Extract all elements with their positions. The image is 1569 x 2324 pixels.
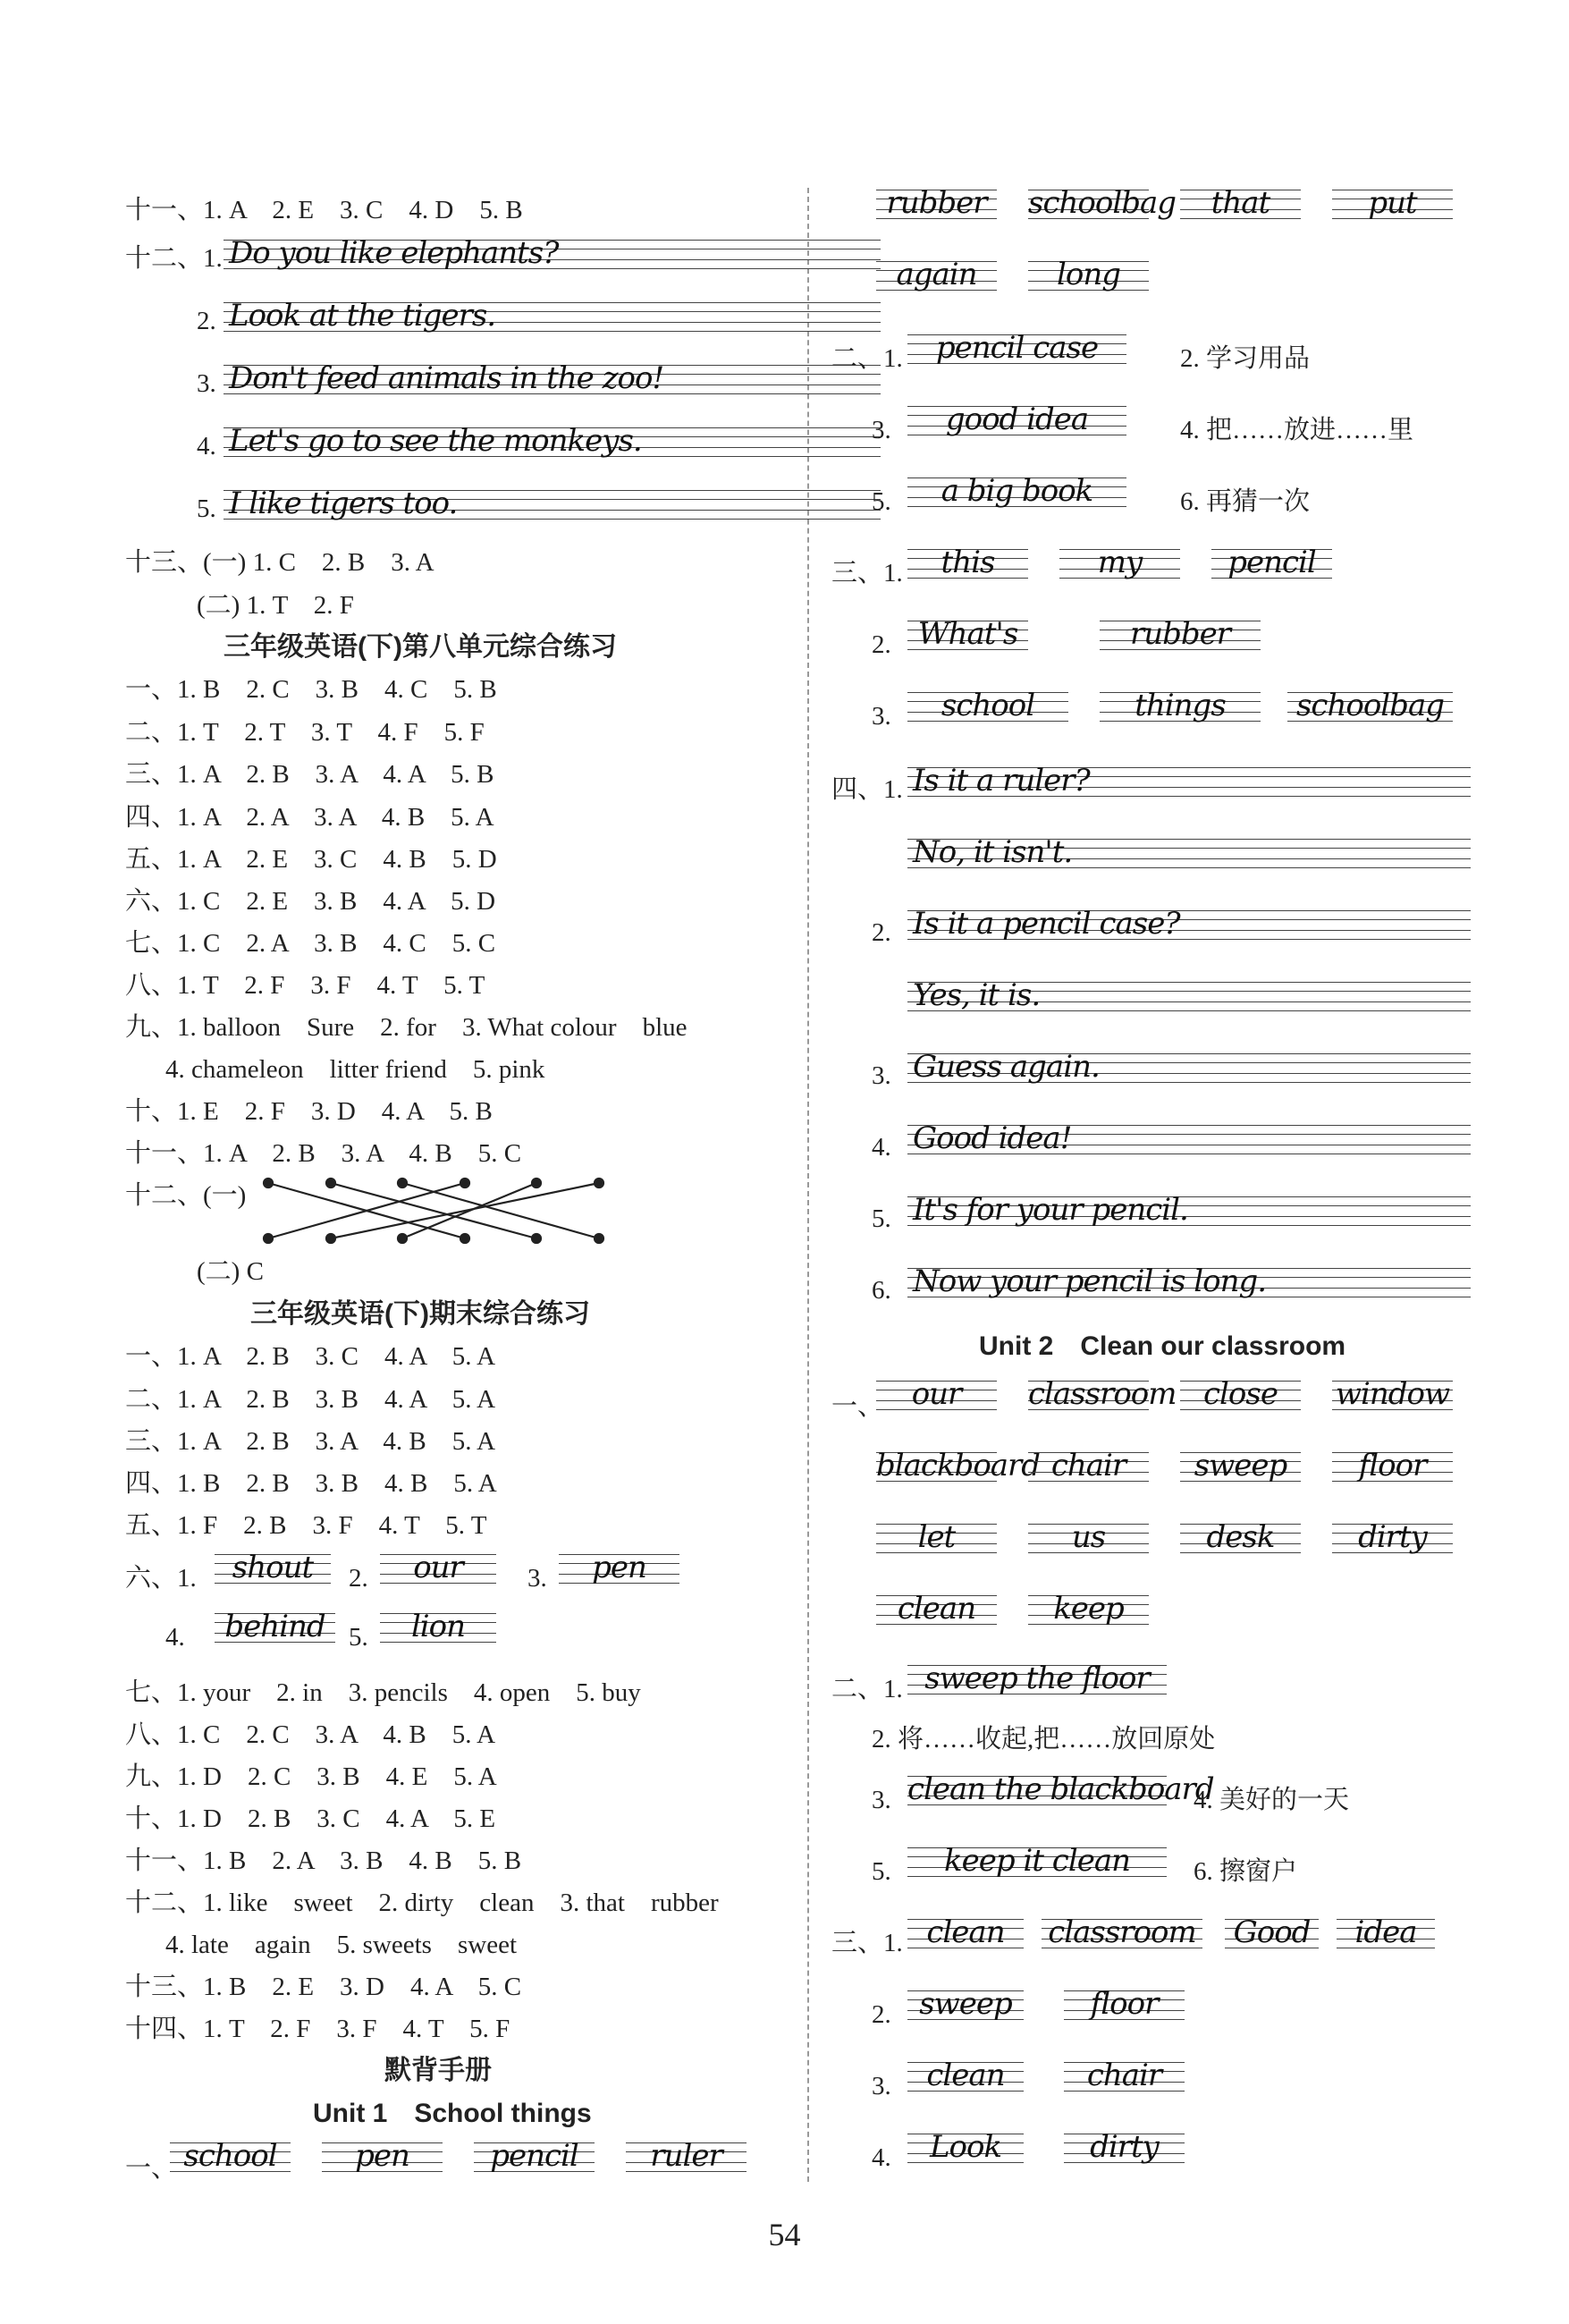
handwritten-word: window bbox=[1335, 1376, 1450, 1412]
unit2-title: Unit 2 Clean our classroom bbox=[979, 1331, 1346, 1361]
handwritten-word: pen bbox=[592, 1550, 646, 1585]
handwritten-word: floor bbox=[1358, 1448, 1427, 1483]
word-box bbox=[1180, 1450, 1301, 1481]
word-box bbox=[1042, 1914, 1202, 1950]
handwritten-word: put bbox=[1368, 185, 1417, 221]
item-number: 4. bbox=[872, 2143, 891, 2172]
item-number: 2. bbox=[197, 307, 216, 335]
handwriting-line bbox=[224, 488, 881, 519]
word-box bbox=[1100, 616, 1261, 652]
answer-text: 2. 学习用品 bbox=[1180, 344, 1311, 373]
answer-line: 4. late again 5. sweets sweet bbox=[165, 1931, 518, 1959]
handwritten-word: rubber bbox=[886, 185, 987, 221]
handwritten-word: shout bbox=[232, 1550, 314, 1585]
item-number: 5. bbox=[872, 1204, 891, 1233]
handwritten-answer: Good idea! bbox=[913, 1120, 1072, 1156]
handwritten-answer: Don't feed animals in the zoo! bbox=[229, 360, 664, 396]
handwritten-answer: It's for your pencil. bbox=[913, 1192, 1188, 1228]
handwritten-word: desk bbox=[1206, 1519, 1275, 1555]
handwritten-word: ruler bbox=[650, 2138, 722, 2174]
section-label: 一、 bbox=[125, 2154, 178, 2183]
answer-text: 6. 再猜一次 bbox=[1180, 487, 1311, 516]
handwritten-word: that bbox=[1210, 185, 1270, 221]
item-number: 3. bbox=[872, 416, 891, 444]
word-box bbox=[322, 2138, 443, 2174]
handwritten-word: pen bbox=[355, 2138, 409, 2174]
handwritten-word: long bbox=[1056, 257, 1120, 292]
item-number: 2. bbox=[872, 2000, 891, 2029]
answer-line: 八、1. T 2. F 3. F 4. T 5. T bbox=[125, 971, 485, 1000]
handwriting-line bbox=[907, 1120, 1471, 1156]
word-box bbox=[1287, 690, 1453, 721]
section-label: 十二、1. bbox=[125, 244, 223, 273]
phrase-box bbox=[907, 1771, 1214, 1807]
handwritten-answer: Is it a ruler? bbox=[913, 763, 1090, 799]
final-title: 三年级英语(下)期末综合练习 bbox=[250, 1299, 590, 1329]
item-number: 4. bbox=[197, 432, 216, 461]
phrase-box bbox=[907, 1663, 1167, 1694]
handwritten-word: close bbox=[1203, 1376, 1278, 1412]
word-box bbox=[876, 1376, 997, 1412]
item-number: 2. bbox=[872, 630, 891, 659]
item-number: 6. bbox=[872, 1276, 891, 1305]
handwriting-line bbox=[907, 1263, 1471, 1299]
handwritten-word: Good bbox=[1233, 1914, 1311, 1950]
answer-line: 二、1. T 2. T 3. T 4. F 5. F bbox=[125, 718, 485, 747]
handwritten-word: classroom bbox=[1048, 1914, 1196, 1950]
handwritten-word: dirty bbox=[1358, 1519, 1427, 1555]
item-number: 3. bbox=[872, 702, 891, 731]
answer-line: 五、1. A 2. E 3. C 4. B 5. D bbox=[125, 845, 497, 874]
handwritten-phrase: clean the blackboard bbox=[907, 1771, 1214, 1807]
word-box bbox=[1225, 1914, 1319, 1950]
handwriting-line bbox=[224, 235, 881, 271]
answer-text: 4. 把……放进……里 bbox=[1180, 416, 1414, 444]
handwritten-word: classroom bbox=[1028, 1376, 1177, 1412]
matching-lines-diagram bbox=[259, 1176, 688, 1247]
handwritten-word: sweep bbox=[1194, 1448, 1287, 1483]
item-number: 3. bbox=[197, 369, 216, 398]
handwritten-word: dirty bbox=[1090, 2129, 1159, 2165]
item-number: 5. bbox=[872, 1857, 891, 1886]
phrase-box bbox=[907, 330, 1126, 366]
word-box bbox=[1180, 1519, 1301, 1555]
handwritten-word: idea bbox=[1354, 1914, 1417, 1950]
handwritten-word: pencil bbox=[1227, 545, 1316, 580]
column-divider bbox=[807, 188, 809, 2182]
answer-line: 十三、1. B 2. E 3. D 4. A 5. C bbox=[125, 1973, 522, 2001]
word-box bbox=[907, 690, 1068, 721]
word-box bbox=[1064, 2060, 1185, 2091]
answer-line: 二、1. A 2. B 3. B 4. A 5. A bbox=[125, 1385, 496, 1414]
word-box bbox=[1332, 1450, 1453, 1481]
phrase-box bbox=[907, 1843, 1167, 1879]
handwritten-word: floor bbox=[1090, 1986, 1159, 2022]
word-box bbox=[215, 1552, 331, 1583]
section-label: 四、1. bbox=[831, 775, 903, 804]
word-box bbox=[1211, 547, 1332, 578]
handwritten-word: us bbox=[1071, 1519, 1106, 1555]
word-box bbox=[474, 2138, 595, 2174]
answer-line: 九、1. balloon Sure 2. for 3. What colour blue bbox=[125, 1013, 687, 1042]
handwritten-word: chair bbox=[1086, 2058, 1162, 2093]
handwriting-line bbox=[907, 906, 1471, 942]
handwritten-word: things bbox=[1135, 688, 1226, 723]
word-box bbox=[1028, 1376, 1177, 1412]
answer-line: 十一、1. B 2. A 3. B 4. B 5. B bbox=[125, 1847, 522, 1875]
word-box bbox=[380, 1611, 496, 1642]
handwritten-word: our bbox=[911, 1376, 962, 1412]
phrase-box bbox=[907, 401, 1126, 437]
word-box bbox=[1332, 185, 1453, 221]
handwritten-word: clean bbox=[897, 1591, 976, 1627]
answer-line: 十二、1. like sweet 2. dirty clean 3. that rubber bbox=[125, 1889, 719, 1917]
word-box bbox=[876, 1448, 1041, 1483]
handwritten-word: school bbox=[941, 688, 1035, 723]
handwritten-answer: Now your pencil is long. bbox=[913, 1263, 1267, 1299]
handwritten-phrase: keep it clean bbox=[944, 1843, 1130, 1879]
word-box bbox=[1332, 1519, 1453, 1555]
word-box bbox=[907, 2060, 1024, 2091]
answer-line: 六、1. C 2. E 3. B 4. A 5. D bbox=[125, 887, 496, 916]
section-label: 三、1. bbox=[831, 559, 903, 587]
handwriting-line bbox=[907, 1192, 1471, 1228]
handwriting-line bbox=[224, 423, 881, 459]
word-box bbox=[1064, 2129, 1185, 2165]
answer-line: 三、1. A 2. B 3. A 4. B 5. A bbox=[125, 1427, 496, 1456]
answer-line bbox=[125, 1180, 246, 1211]
section-label: 三、1. bbox=[831, 1929, 903, 1957]
answer-line: 三、1. A 2. B 3. A 4. A 5. B bbox=[125, 760, 494, 789]
answer-line: 七、1. C 2. A 3. B 4. C 5. C bbox=[125, 929, 496, 958]
word-box bbox=[215, 1611, 335, 1642]
answer-line: 十四、1. T 2. F 3. F 4. T 5. F bbox=[125, 2015, 510, 2043]
page-number: 54 bbox=[768, 2217, 801, 2252]
answer-line: 十一、1. A 2. E 3. C 4. D 5. B bbox=[125, 196, 523, 224]
handwritten-word: Look bbox=[929, 2129, 1002, 2165]
word-box bbox=[170, 2138, 291, 2174]
section-label: 一、 bbox=[831, 1392, 884, 1421]
handwritten-word: keep bbox=[1053, 1591, 1124, 1627]
handwritten-answer: Yes, it is. bbox=[913, 977, 1041, 1013]
answer-line: 七、1. your 2. in 3. pencils 4. open 5. buy bbox=[125, 1678, 641, 1707]
handwritten-phrase: good idea bbox=[945, 401, 1089, 437]
matching-label: 十二、(一) bbox=[125, 1181, 247, 1210]
answer-line: 十、1. D 2. B 3. C 4. A 5. E bbox=[125, 1804, 496, 1833]
answer-line: 十三、(一) 1. C 2. B 3. A bbox=[125, 548, 434, 577]
answer-line: 一、1. B 2. C 3. B 4. C 5. B bbox=[125, 675, 497, 704]
handwritten-answer: Do you like elephants? bbox=[229, 235, 559, 271]
answer-text: 6. 擦窗户 bbox=[1194, 1857, 1298, 1886]
word-box bbox=[907, 547, 1028, 578]
item-number: 3. bbox=[872, 1786, 891, 1814]
handwritten-word: this bbox=[941, 545, 995, 580]
word-box bbox=[907, 2129, 1024, 2165]
word-box bbox=[1332, 1376, 1453, 1412]
item-number: 2. bbox=[872, 918, 891, 947]
handwritten-answer: Let's go to see the monkeys. bbox=[229, 423, 642, 459]
word-box bbox=[1028, 1519, 1149, 1555]
handwritten-word: schoolbag bbox=[1295, 688, 1444, 723]
answer-line: 十一、1. A 2. B 3. A 4. B 5. C bbox=[125, 1139, 522, 1168]
handwritten-word: school bbox=[183, 2138, 277, 2174]
handwritten-word: clean bbox=[926, 1914, 1005, 1950]
word-box bbox=[907, 1914, 1024, 1950]
word-box bbox=[559, 1552, 679, 1583]
word-box bbox=[1028, 1450, 1149, 1481]
handwritten-word: blackboard bbox=[876, 1448, 1041, 1483]
word-box bbox=[626, 2138, 747, 2174]
word-box bbox=[876, 1519, 997, 1555]
unit8-title: 三年级英语(下)第八单元综合练习 bbox=[224, 632, 617, 662]
section-label: 二、1. bbox=[831, 344, 903, 373]
handwritten-word: let bbox=[917, 1519, 956, 1555]
word-box bbox=[1059, 547, 1180, 578]
word-box bbox=[907, 616, 1028, 652]
item-number: 3. bbox=[872, 1061, 891, 1090]
handwritten-phrase: pencil case bbox=[935, 330, 1099, 366]
handwritten-word: my bbox=[1097, 545, 1143, 580]
answer-line: 八、1. C 2. C 3. A 4. B 5. A bbox=[125, 1720, 496, 1749]
handwritten-word: behind bbox=[224, 1609, 325, 1644]
handbook-title: 默背手册 bbox=[384, 2056, 492, 2085]
handwriting-line bbox=[907, 1049, 1471, 1085]
answer-line: (二) C bbox=[197, 1257, 264, 1286]
handwriting-line bbox=[907, 834, 1471, 870]
answer-line: 九、1. D 2. C 3. B 4. E 5. A bbox=[125, 1762, 497, 1791]
handwriting-line bbox=[224, 360, 881, 396]
word-box bbox=[1028, 185, 1177, 221]
handwritten-word: clean bbox=[926, 2058, 1005, 2093]
word-box bbox=[876, 185, 997, 221]
answer-text: 2. 将……收起,把……放回原处 bbox=[872, 1725, 1216, 1754]
handwritten-answer: I like tigers too. bbox=[229, 486, 458, 521]
handwritten-phrase: a big book bbox=[941, 473, 1093, 509]
answer-line: 四、1. B 2. B 3. B 4. B 5. A bbox=[125, 1469, 497, 1498]
item-number: 5. bbox=[872, 487, 891, 516]
word-box bbox=[876, 259, 997, 290]
word-box bbox=[1180, 185, 1301, 221]
handwritten-answer: No, it isn't. bbox=[913, 834, 1073, 870]
handwritten-answer: Guess again. bbox=[913, 1049, 1100, 1085]
word-box bbox=[1180, 1376, 1301, 1412]
phrase-box bbox=[907, 473, 1126, 509]
handwritten-word: schoolbag bbox=[1028, 185, 1177, 221]
item-number: 5. bbox=[197, 494, 216, 523]
answer-line: 一、1. A 2. B 3. C 4. A 5. A bbox=[125, 1342, 496, 1371]
section-label: 六、1. bbox=[125, 1564, 197, 1593]
word-box bbox=[907, 1986, 1024, 2022]
handwritten-word: sweep bbox=[919, 1986, 1012, 2022]
item-number: 4. bbox=[872, 1133, 891, 1162]
answer-line: 4. chameleon litter friend 5. pink bbox=[165, 1055, 545, 1084]
answer-line: 五、1. F 2. B 3. F 4. T 5. T bbox=[125, 1511, 487, 1540]
answer-line: 十、1. E 2. F 3. D 4. A 5. B bbox=[125, 1097, 493, 1126]
handwritten-answer: Look at the tigers. bbox=[229, 298, 496, 334]
handwriting-line bbox=[907, 763, 1471, 799]
word-box bbox=[1100, 690, 1261, 721]
handwritten-answer: Is it a pencil case? bbox=[913, 906, 1180, 942]
handwritten-phrase: sweep the floor bbox=[924, 1661, 1150, 1696]
item-number: 3. bbox=[527, 1564, 547, 1593]
word-box bbox=[380, 1552, 496, 1583]
handwritten-word: rubber bbox=[1129, 616, 1231, 652]
answer-line: 四、1. A 2. A 3. A 4. B 5. A bbox=[125, 803, 494, 832]
unit1-title: Unit 1 School things bbox=[313, 2099, 592, 2128]
handwriting-line bbox=[224, 298, 881, 334]
handwritten-word: chair bbox=[1050, 1448, 1126, 1483]
answer-line: (二) 1. T 2. F bbox=[197, 591, 354, 620]
word-box bbox=[1064, 1986, 1185, 2022]
handwritten-word: pencil bbox=[490, 2138, 578, 2174]
word-box bbox=[876, 1591, 997, 1627]
handwritten-word: What's bbox=[917, 616, 1018, 652]
item-number: 2. bbox=[349, 1564, 368, 1593]
item-number: 5. bbox=[349, 1623, 368, 1652]
word-box bbox=[1337, 1914, 1435, 1950]
handwriting-line bbox=[907, 977, 1471, 1013]
section-label: 二、1. bbox=[831, 1675, 903, 1703]
handwritten-word: lion bbox=[410, 1609, 466, 1644]
word-box bbox=[1028, 1591, 1149, 1627]
item-number: 4. bbox=[165, 1623, 185, 1652]
item-number: 3. bbox=[872, 2072, 891, 2100]
handwritten-word: our bbox=[413, 1550, 463, 1585]
word-box bbox=[1028, 259, 1149, 290]
answer-text: 4. 美好的一天 bbox=[1194, 1786, 1350, 1814]
handwritten-word: again bbox=[896, 257, 977, 292]
